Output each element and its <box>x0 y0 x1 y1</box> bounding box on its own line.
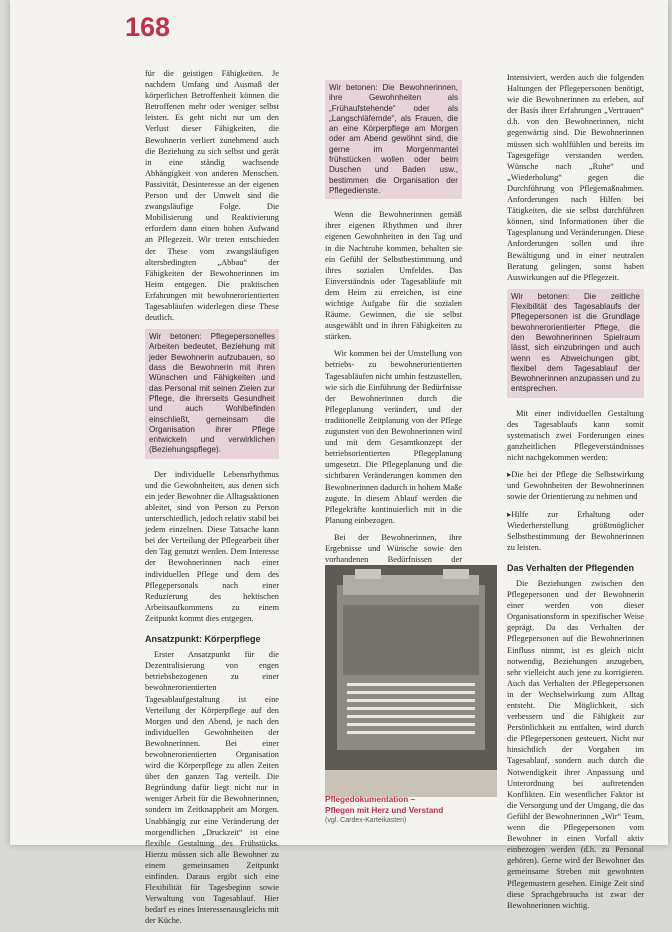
paragraph: Bei der Bewohnerinnen, ihre Ergebnisse und Wünsche sowie den vorhandenen Bedürfnissen der <box>325 532 462 565</box>
column-middle <box>325 80 462 604</box>
column-right <box>507 72 644 917</box>
page-number: 168 <box>125 12 171 42</box>
caption-line: Pflegedokumentation – <box>325 795 416 804</box>
document-page <box>10 0 668 926</box>
figure-caption <box>325 795 497 827</box>
bullet-item: ▸ Die bei der Pflege die Selbstwirkung und Gewohnheiten der Bewohnerinnen sowie der Orientierung zu nehmen und <box>507 469 644 502</box>
caption-sub: (vgl. Cardex-Karteikasten) <box>325 817 407 824</box>
highlight-box: Wir betonen: Pflegepersonelles Arbeiten bedeutet, Beziehung mit jeder Bewohnerin aufzubauen, so dass die Bewohnerin mit ihren Wünschen und Fähigkeiten und das Personal mit seinen Zielen zur Pflege, die ihrerseits Gesundheit und auch Wohlbefinden einschließt, gemeinsam die Organisation ihrer Pflege entwickeln und verwirklichen (Beziehungspflege). <box>145 329 279 459</box>
bullet-item: ▸ Hilfe zur Erhaltung oder Wiederherstellung größtmöglicher Selbstbestimmung der Bewohnerinnen zu leisten. <box>507 509 644 553</box>
caption-line: Pflegen mit Herz und Verstand <box>325 805 444 815</box>
paragraph: Intensiviert, werden auch die folgenden Haltungen der Pflegepersonen benötigt, wie die Bewohnerinnen zu erleben, auf der Basis ihrer Erfahrungen „Vertrauen“ d.h. von den Bewohnerinnen, nicht gegenwärtig sind. Die Bewohnerinnen müssen sich wohlfühlen und bereits im Tagesgefüge verstanden werden. Wünsche nach „Ruhe“ und „Wiederholung“ gegen die Durchführung von Pflegemaßnahmen. Anforderungen nach Hilfen bei Tätigkeiten, die sie selbst durchführen können, sind Informationen über die Tagesplanung und Veränderungen. Diese Anforderungen sollen und ihre Bewältigung und in einer neutralen Beratung gelingen, sonst haben Auswirkungen auf die Pflegezeit. <box>507 73 644 282</box>
paragraph: für die geistigen Fähigkeiten. Je nachdem Umfang und Ausmaß der körperlichen Betroffenheit können die Betroffenen mehr oder weniger selbst leisten. Es geht nicht nur um den Verlust dieser Fähigkeiten, die Bewohnerin verliert zunehmend auch die Beziehung zu sich selbst und gerät in eine ständig wachsende Abhängigkeit von anderen Menschen. Passivität, Desinteresse an der eigenen Person und der Umwelt sind die zwangsläufige Folge. Die Mobilisierung und Reaktivierung erfordern dann einen hohen Aufwand an Pflegezeit. Wir treten entschieden der These vom zwangsläufigen altersbedingten „Abbau“ der Fähigkeiten der Bewohnerinnen im Heim entgegen. Die praktischen Erfahrungen mit bewohnerorientierten Tagesabläufen widerlegen diese These deutlich. <box>145 69 279 323</box>
card-file-box-image <box>325 565 497 770</box>
column-left <box>145 68 279 932</box>
section-heading: Ansatzpunkt: Körperpflege <box>145 634 261 645</box>
paragraph: Wenn die Bewohnerinnen gemäß ihrer eigenen Rhythmen und ihrer eigenen Gewohnheiten in den Tag und in die Nachtruhe kommen, behalten sie ein Gefühl der Selbstbestimmung und ihres sozialen Umfeldes. Das Einverständnis oder Tagesabläufe mit dem Heim zu erreichen, ist eine wichtige Aufgabe für die sozialen Räume. Gewinnen, die sie selbst ausgewählt und in ihren Fähigkeiten zu stärken. <box>325 210 462 342</box>
paragraph: Die Beziehungen zwischen den Pflegepersonen und der Bewohnerin einer werden von dieser Organisationsform in spezifischer Weise geprägt. Da das Verhalten der Pflegepersonen auf die Bewohnerinnen Einfluss nimmt, ist es gleich nicht notwendig, Beziehungen anzugeben, sehr vielleicht auch jene zu korrigieren. Auch das Verhalten der Pflegepersonen in der Wechselwirkung zum Alltag entsteht. Die Möglichkeit, sich verbessern und die Fähigkeit zur Persönlichkeit zu entfalten, wird durch die Pflegepersonen gesteuert. Nicht nur hinsichtlich der Vorgaben im Tagesablauf, sondern auch durch die Notwendigkeit ihrer Anpassung und Unterordnung bei auftretenden Konflikten. Ein wesentlicher Faktor ist die Versorgung und der Umgang, die das Gefühl der Bewohnerinnen „Wir“ Team, wenn die Pflegepersonen vom Bewohner in einen Vorfall aktiv einbezogen werden (d.h. zu Personal gehören). Gerne wird der Bewohner das gemeinsame Streben mit gewohnten Pflegemustern gesehen. Einige Zeit sind diese Sprachgebrauchs ist zwar der Bewohnerinnen wichtig. <box>507 578 644 910</box>
section-heading: Das Verhalten der Pflegenden <box>507 562 635 573</box>
highlight-box: Wir betonen: Die zeitliche Flexibilität des Tagesablaufs der Pflegepersonen ist die Grundlage bewohnerorientierter Pflege, die den Bewohnerinnen Spielraum lässt, sich einzubringen und auch wenn es Abweichungen gibt, flexibel dem Tagesablauf der Bewohnerinnen anzupassen und zu entsprechen. <box>507 289 644 398</box>
figure-photo <box>325 565 497 797</box>
highlight-box: Wir betonen: Die Bewohnerinnen, ihre Gewohnheiten als „Frühaufstehende“ oder als „Langschläfernde“, als Frauen, die an eine Körperpflege am Morgen oder am Abend gewöhnt sind, die gerne im Morgenmantel frühstücken wollen oder beim Duschen und Baden usw., bestimmen die Organisation der Pflegedienste. <box>325 80 462 199</box>
paragraph: Erster Ansatzpunkt für die Dezentralisierung von engen betriebsbezogenen zu einer bewohnerorientierten Tagesablaufgestaltung ist eine Verteilung der Körperpflege auf den Morgen und den Abend, je nach den individuellen Gewohnheiten der Bewohnerinnen. Bei einer bewohnerorientierten Organisation wird die Körperpflege zu allen Zeiten über den ganzen Tag verteilt. Die Begründung dafür liegt nicht nur in weniger Arbeit für die Bewohnerinnen, sondern im Zeitknappheit am Morgen. Unabhängig zur eine Veränderung der morgendlichen „Druckzeit“ ist eine flexible Gestaltung des Frühstücks. Hierzu müssen sich alle Bewohner zu einem gemeinsamen Zeitpunkt einfinden. Daraus ergibt sich eine Flexibilität für Tagesbeginn sowie Verwaltung von Tagesablauf. Hier bedarf es eines Interessenausgleichs mit der Küche. <box>145 650 279 926</box>
paragraph: Mit einer individuellen Gestaltung des Tagesablaufs kann somit systematisch zwei Forderungen eines ganzheitlichen Pflegeverständnisses nicht nachgekommen werden: <box>507 408 644 463</box>
paragraph: Der individuelle Lebensrhythmus und die Gewohnheiten, aus denen sich ein jeder Bewohner die Alltagsaktionen ableitet, sind von Person zu Person unterschiedlich, jedoch relativ stabil bei jedem einzelnen. Diese Tatsache kann bei der Verteilung der Pflegearbeit über den Tag genutzt werden. Dem Interesse der Bewohnerinnen nach einer individuellen Pflege und dem des Pflegepersonals nach einer Reduzierung des hektischen Arbeitsaufkommens zu einem Zeitpunkt kommt dies entgegen. <box>145 469 279 623</box>
paragraph: Wir kommen bei der Umstellung von betriebs- zu bewohnerorientierten Tagesabläufen nicht umhin festzustellen, wie sich die Einführung der Bedürfnisse der Bewohnerinnen durch die Pflegeplanung verändert, und der traditionelle Zeitplanung von der Pflege zugunsten von den Bewohnerinnen wird und mit dem Gesamtkonzept der betriebsorientierten Pflegeplanung umgesetzt. Die Pflegeplanung und die sichtbaren Veränderungen kommen den Bewohnerinnen dadurch in hohem Maße zugute. In diesem Ablauf werden die Pflegekräfte kontinuierlich mit in die Planung einbezogen. <box>325 349 462 525</box>
